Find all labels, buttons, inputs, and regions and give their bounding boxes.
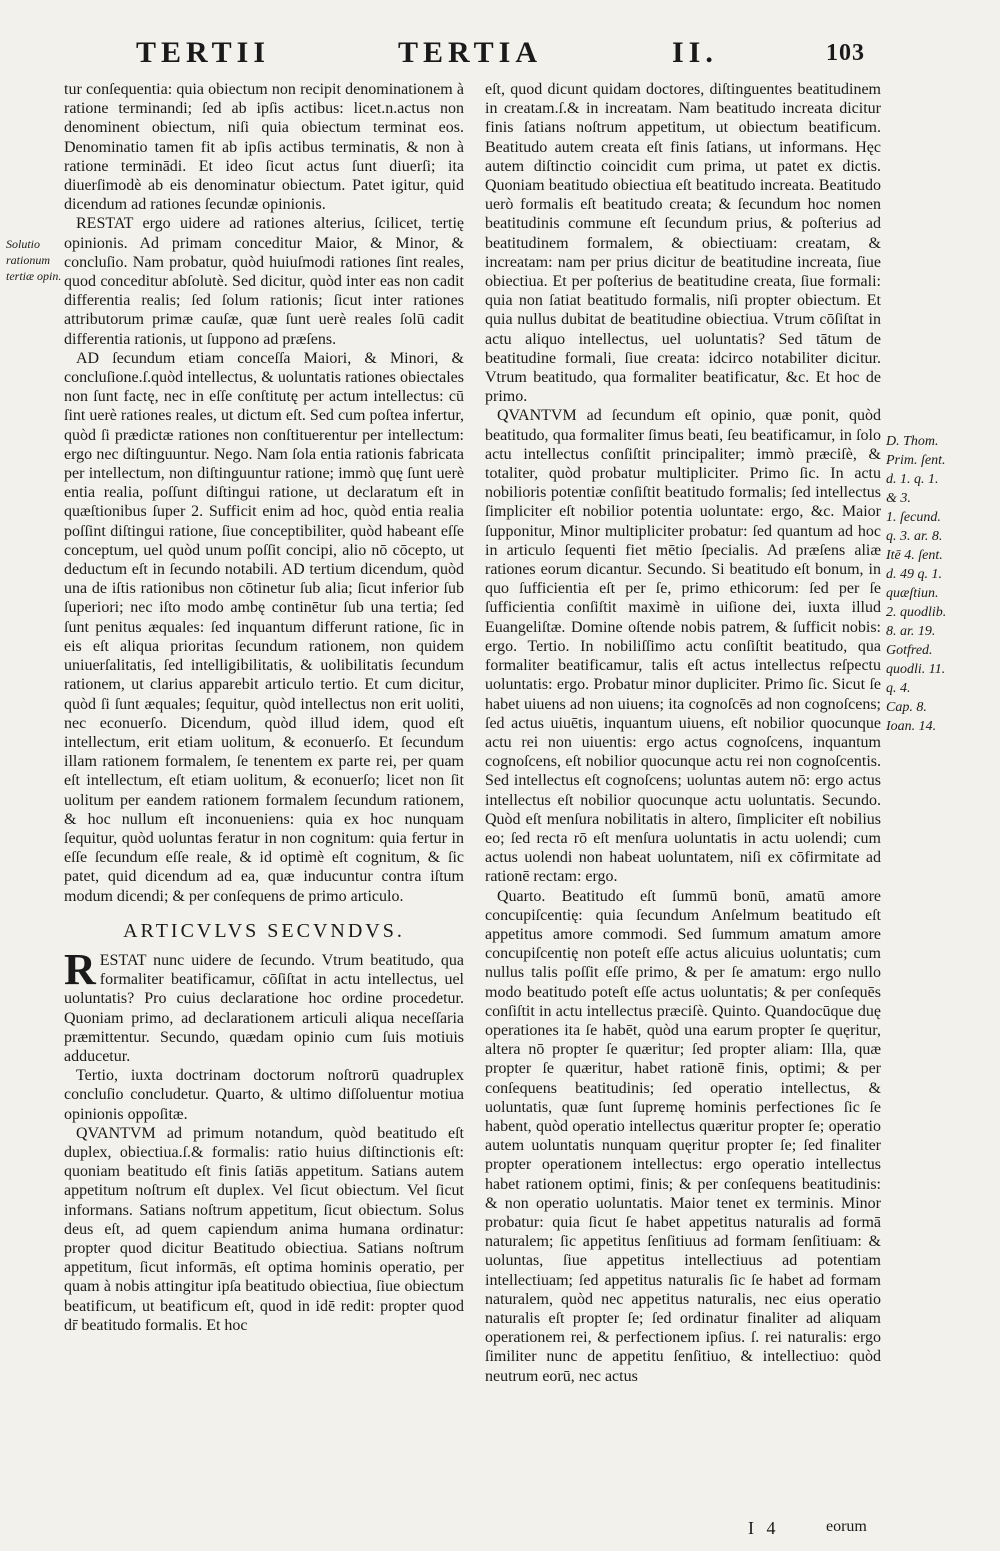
catchword: eorum bbox=[826, 1518, 867, 1535]
right-margin-references bbox=[886, 432, 996, 736]
article-heading: ARTICVLVS SECVNDVS. bbox=[123, 919, 405, 942]
margin-reference: Cap. 8. bbox=[886, 700, 927, 715]
paragraph: QVANTVM ad ſecundum eſt opinio, quæ ponit, quòd beatitudo, qua formaliter ſimus beati, ſeu beatificamur, in ſolo actu intellectus conſiſtit principaliter; immò præciſè, & totaliter, quòd probatur multipliciter. Primo ſic. In actu nobilioris potentiæ conſiſtit beatitudo formalis; ſed intellectus ſimpliciter eſt nobilior potentia uoluntate: ergo, &c. Maior ſupponitur, Minor multipliciter probatur: ſed quantum ad hoc in articulo ſequenti fiet mētio ſpecialis. Ad præſens aliæ rationes eorum dicantur. Secundo. Si beatitudo eſt bonum, in quo ſufficientia eſt per ſe, primo ethicorum: ſed per ſe ſufficientia conſiſtit maximè in uiſione dei, iuxta illud Euangeliſtæ. Domine oſtende nobis patrem, & ſufficit nobis: ergo. Tertio. In nobiliſſimo actu conſiſtit beatitudo, qua formaliter beatificamur, talis eſt actus intellectus reſpectu uoluntatis: ergo. Probatur minor dupliciter. Primo ſic. Sicut ſe habet uiuens ad non uiuens; ita cognoſcēs ad non cognoſcens; ſed actus uiuētis, inquantum uiuens, eſt nobilior quocunque actu rei non uiuentis: ergo actus cognoſcens, inquantum cognoſcens, eſt nobilior quocunque actu rei non cognoſcentis. Sed intellectus eſt cognoſcens; uoluntas autem nō: ergo actus intellectus eſt nobilior quocunque actu uoluntatis. Secundo. Quòd eſt menſura nobilitatis in altero, ſimpliciter eſt nobilius eo; ſed recta rō eſt menſura uoluntatis in actu uolendi; cum actus uolendi non habeat uoluntatem, niſi ex cōfirmitate ad rationē rectam: ergo. bbox=[485, 407, 881, 886]
signature-mark: I 4 bbox=[748, 1518, 780, 1538]
paragraph-text: ESTAT nunc uidere de ſecundo. Vtrum beatitudo, qua formaliter beatificamur, cōſiſtat in actu intellectus, uel uoluntatis? Pro cuius declaratione hoc ordine procedetur. Quoniam primo, ad declarationem articuli aliqua neceſſaria præmittentur. Secundo, quædam opinio cum ſuis motiuis adducetur. bbox=[64, 951, 464, 1065]
paragraph: RESTAT ergo uidere ad rationes alterius, ſcilicet, tertię opinionis. Ad primam conceditur Maior, & Minor, & concluſio. Nam probatur, quòd huiuſmodi rationes ſint reales, quod conceditur abſolutè. Sed dicitur, quòd inter eas non cadit differentia realis; ſed ſolum rationis; ſicut inter rationes attributorum primæ cauſæ, quæ ſunt uerè reales ſolū cadit differentia rationis, ut ſuppono ad præſens. bbox=[64, 215, 464, 348]
running-head-center: TERTIA bbox=[398, 36, 542, 69]
margin-reference: Ioan. 14. bbox=[886, 719, 937, 734]
margin-reference: D. Thom. bbox=[886, 434, 939, 449]
paragraph: QVANTVM ad primum notandum, quòd beatitudo eſt duplex, obiectiua.ſ.& formalis: ratio huius diſtinctionis eſt: quoniam beatitudo eſt finis ſatiās appetitum. Satians autem appetitum noſtrum eſt duplex. Vel ſicut obiectum. Vel ſicut informans. Satians noſtrum appetitum, ſicut obiectum. Solus deus eſt, ad quem capiendum anima humana ordinatur: propter quod dicitur Beatitudo obiectiua. Satians noſtrum appetitum, ſicut informās, eſt optima hominis operatio, per quam à nobis attingitur ipſa beatitudo obiectiua, ſiue obiectum beatificum, ut beatificum eſt, quod in idē redit: propter quod dr̄ beatitudo formalis. Et hoc bbox=[64, 1124, 464, 1334]
margin-reference: Gotfred. bbox=[886, 643, 933, 658]
margin-reference: d. 49 q. 1. bbox=[886, 567, 942, 582]
right-column bbox=[485, 80, 881, 1386]
margin-reference: & 3. bbox=[886, 491, 911, 506]
paragraph bbox=[64, 944, 464, 1066]
margin-reference: 8. ar. 19. bbox=[886, 624, 936, 639]
left-margin-note: Solutio rationum tertiæ opin. bbox=[6, 237, 62, 283]
book-number: II. bbox=[672, 36, 718, 69]
margin-reference: d. 1. q. 1. bbox=[886, 472, 939, 487]
margin-reference: quodli. 11. bbox=[886, 662, 946, 677]
margin-reference: Itē 4. ſent. bbox=[886, 548, 943, 563]
drop-capital: R bbox=[64, 944, 96, 994]
margin-reference: q. 3. ar. 8. bbox=[886, 529, 943, 544]
left-column bbox=[64, 80, 464, 1335]
folio-number: 103 bbox=[826, 40, 865, 66]
paragraph: eſt, quod dicunt quidam doctores, diſtinguentes beatitudinem in creatam.ſ.& in increatam. Nam beatitudo increata dicitur finis ſatians noſtrum appetitum, ut obiectum beatificum. Beatitudo autem creata eſt finis ſatians, ut informans. Hęc autem diſtinctio coincidit cum prima, ut patet ex dictis. Quoniam beatitudo obiectiua eſt beatitudo increata. Beatitudo uerò formalis eſt beatitudo creata; & ſecundum hoc nomen beatitudinis commune eſt ſecundum prius, & poſterius ad beatitudinem formalem, & obiectiuam: creatam, & increatam: nam per prius dicitur de beatitudine increata, ſiue obiectiua. Et per poſterius de beatitudine creata, ſiue formali: quia non ſatiat beatitudo formalis, niſi propter obiectum. Et quia nullus dubitat de beatitudine obiectiua. Vtrum cōſiſtat in actu aliquo intellectus, uel uoluntatis? Sed tātum de beatitudine formali, ſiue creata: idcirco notabiliter dicitur. Vtrum beatitudo, qua formaliter beatificatur, &c. Et hoc de primo. bbox=[485, 81, 881, 406]
margin-reference: 2. quodlib. bbox=[886, 605, 947, 620]
margin-reference: 1. ſecund. bbox=[886, 510, 941, 525]
page-footer bbox=[0, 1518, 1000, 1548]
running-head-left: TERTII bbox=[136, 36, 270, 69]
paragraph: Tertio, iuxta doctrinam doctorum noſtrorū quadruplex concluſio concludetur. Quarto, & ultimo diſſoluentur motiua opinionis oppoſitæ. bbox=[64, 1067, 464, 1123]
running-head bbox=[0, 36, 1000, 76]
paragraph: Quarto. Beatitudo eſt ſummū bonū, amatū amore concupiſcentię: quia ſecundum Anſelmum beatitudo eſt appetitus amore commodi. Sed ſummum amatum amore concupiſcentię non poteſt eſſe actus alicuius uoluntatis; cum nullus talis poſſit eſſe primo, & per ſe amatum: ergo nullo modo beatitudo poteſt eſſe actus uoluntatis; & per conſequēs conſiſtit in actu intellectus præciſè. Quinto. Quandocūque duę operationes ita ſe habēt, quòd una earum propter ſe quęritur, altera nō propter ſe quæritur; ſed propter aliam: Illa, quæ propter ſe quæritur, habet rationē finis, optimi; & per conſequens beatitudinis; ſed operatio intellectus, & uoluntatis, quæ ſunt ſupremę hominis perfectiones ſic ſe habent, quòd operatio intellectus quæritur propter ſe; operatio autem uoluntatis nunquam quęritur propter ſe; ſed finaliter propter operationem intellectus: ergo operatio intellectus habet rationem optimi, finis; & per conſequens beatitudinis: & non operatio uoluntatis. Maior tenet ex terminis. Minor probatur: quia ſicut ſe habet appetitus naturalis ad formā naturalem; ſic appetitus ſenſitiuus ad formam ſenſitiuam: & uoluntas, ſiue appetitus intellectiuus ad potentiam intellectiuam; ſed appetitus naturalis ſic ſe habet ad formam naturalem, quòd nec appetitus naturalis, nec eius operatio naturalis eſt propter ſe; ſed ordinatur finaliter ad aliquam operationem rei, & perfectionem ipſius. ſ. rei naturalis: ergo ſimiliter nunc de appetitu ſenſitiuo, & intellectiuo: quòd neutrum eorū, nec actus bbox=[485, 887, 881, 1385]
paragraph: tur conſequentia: quia obiectum non recipit denominationem à ratione terminandi; ſed ab ipſis actibus: licet.n.actus non denominent obiectum, niſi quia obiectum terminat eos. Denominatio tamen fit ab ipſis actibus terminatis, & non à ratione terminādi. Et ideo ſicut actus ſunt diuerſi; ita diuerſimodè ab eis denominatur obiectum. Patet igitur, quid dicendum ad rationes ſecundæ opinionis. bbox=[64, 81, 464, 214]
margin-reference: quæſtiun. bbox=[886, 586, 939, 601]
margin-reference: Prim. ſent. bbox=[886, 453, 946, 468]
paragraph: AD ſecundum etiam conceſſa Maiori, & Minori, & concluſione.ſ.quòd intellectus, & uoluntatis rationes obiectales non ſunt factę, nec in eſſe conſtitutę per actum intellectus: cū ſint uerè rationes reales, ut dictum eſt. Sed cum poſtea infertur, quòd ſi prædictæ rationes non conſtituerentur per intellectum: ergo nec diſtinguuntur. Nego. Nam ſola entia rationis fabricata per intellectum, non diſtinguuntur ratione; immò quę ſunt uerè entia realia, poſſunt diſtingui ratione, ut declaratum eſt in quæſtionibus ſuper 2. Sufficit enim ad hoc, quòd entia realia poſſint diſtingui ratione, ſiue conceptibiliter, quòd habeant eſſe conceptum, uel quòd unum poſſit concipi, alio nō cōcepto, ut deductum eſt in ſecundo notabili. AD tertium dicendum, quòd una de iſtis rationibus non cōtinetur ſub alia; ſicut inferior ſub ſuperiori; nec iſto modo ambę continētur ſub una tertia; ſed ſunt penitus æquales: ſed inquantum differunt ratione, ſic in eis eſt aliqua prioritas ſecundum rationem, non quidem uniuerſalitatis, ſed intelligibilitatis, & uolibilitatis ſecundum rationem, ut clarius apparebit articulo tertio. Et cum dicitur, quòd ſi ſunt æquales; ſequitur, quòd intellectus non erit uoliti, nec econuerſo. Dicendum, quòd illud idem, quod eſt intellectum, erit etiam uolitum, & econuerſo. Et ſecundum illam rationem formalem, ſe tenentem ex parte rei, per quam eſt intellectum, eſt etiam uolitum, & econuerſo; licet non ſit uolitum per eandem rationem formalem ſecundum rationem, & hoc nullum eſt inconueniens: quia ex hoc nunquam ſequitur, quòd uoluntas feratur in non cognitum: quia fertur in eſſe ſecundum eſſe reale, & id optimè eſt cognitum, & ſic patet, quid dicendum ad ea, quæ inducuntur contra iſtum modum dicendi; & per conſequens de primo articulo. bbox=[64, 349, 464, 905]
margin-reference: q. 4. bbox=[886, 681, 911, 696]
